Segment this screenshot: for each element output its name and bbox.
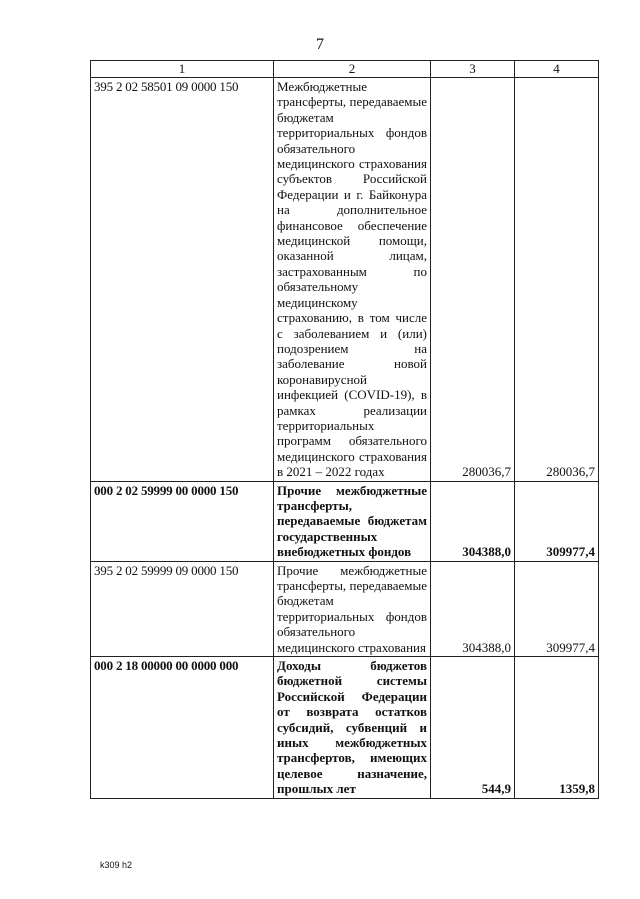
header-col-3: 3 [431, 61, 515, 78]
row-code: 000 2 18 00000 00 0000 000 [91, 657, 274, 799]
header-col-2: 2 [274, 61, 431, 78]
table-header-row [91, 61, 599, 78]
document-footer-code: k309 h2 [100, 860, 133, 870]
row-code: 395 2 02 59999 09 0000 150 [91, 561, 274, 656]
row-code: 395 2 02 58501 09 0000 150 [91, 78, 274, 482]
page-number: 7 [316, 36, 324, 53]
row-description: Прочие межбюджетные трансферты, передаваемые бюджетам территориальных фондов обязательного медицинского страхования [274, 561, 431, 656]
row-value-2022: 309977,4 [515, 481, 599, 561]
header-col-1: 1 [91, 61, 274, 78]
row-value-2021: 544,9 [431, 657, 515, 799]
row-value-2022: 1359,8 [515, 657, 599, 799]
table-row [91, 481, 599, 561]
budget-table [90, 60, 599, 799]
row-value-2022: 280036,7 [515, 78, 599, 482]
row-value-2022: 309977,4 [515, 561, 599, 656]
row-description: Межбюджетные трансферты, передаваемые бюджетам территориальных фондов обязательного медицинского страхования субъектов Российской Федерации и г. Байконура на дополнительное финансовое обеспечение медицинской помощи, оказанной лицам, застрахованным по обязательному медицинскому страхованию, в том числе с заболеванием и (или) подозрением на заболевание новой коронавирусной инфекцией (COVID-19), в рамках реализации территориальных программ обязательного медицинского страхования в 2021 – 2022 годах [274, 78, 431, 482]
row-value-2021: 280036,7 [431, 78, 515, 482]
row-description: Прочие межбюджетные трансферты, передаваемые бюджетам государственных внебюджетных фондов [274, 481, 431, 561]
row-value-2021: 304388,0 [431, 481, 515, 561]
table-row [91, 78, 599, 482]
header-col-4: 4 [515, 61, 599, 78]
row-description: Доходы бюджетов бюджетной системы Российской Федерации от возврата остатков субсидий, субвенций и иных межбюджетных трансфертов, имеющих целевое назначение, прошлых лет [274, 657, 431, 799]
table-row [91, 657, 599, 799]
row-code: 000 2 02 59999 00 0000 150 [91, 481, 274, 561]
table-row [91, 561, 599, 656]
row-value-2021: 304388,0 [431, 561, 515, 656]
